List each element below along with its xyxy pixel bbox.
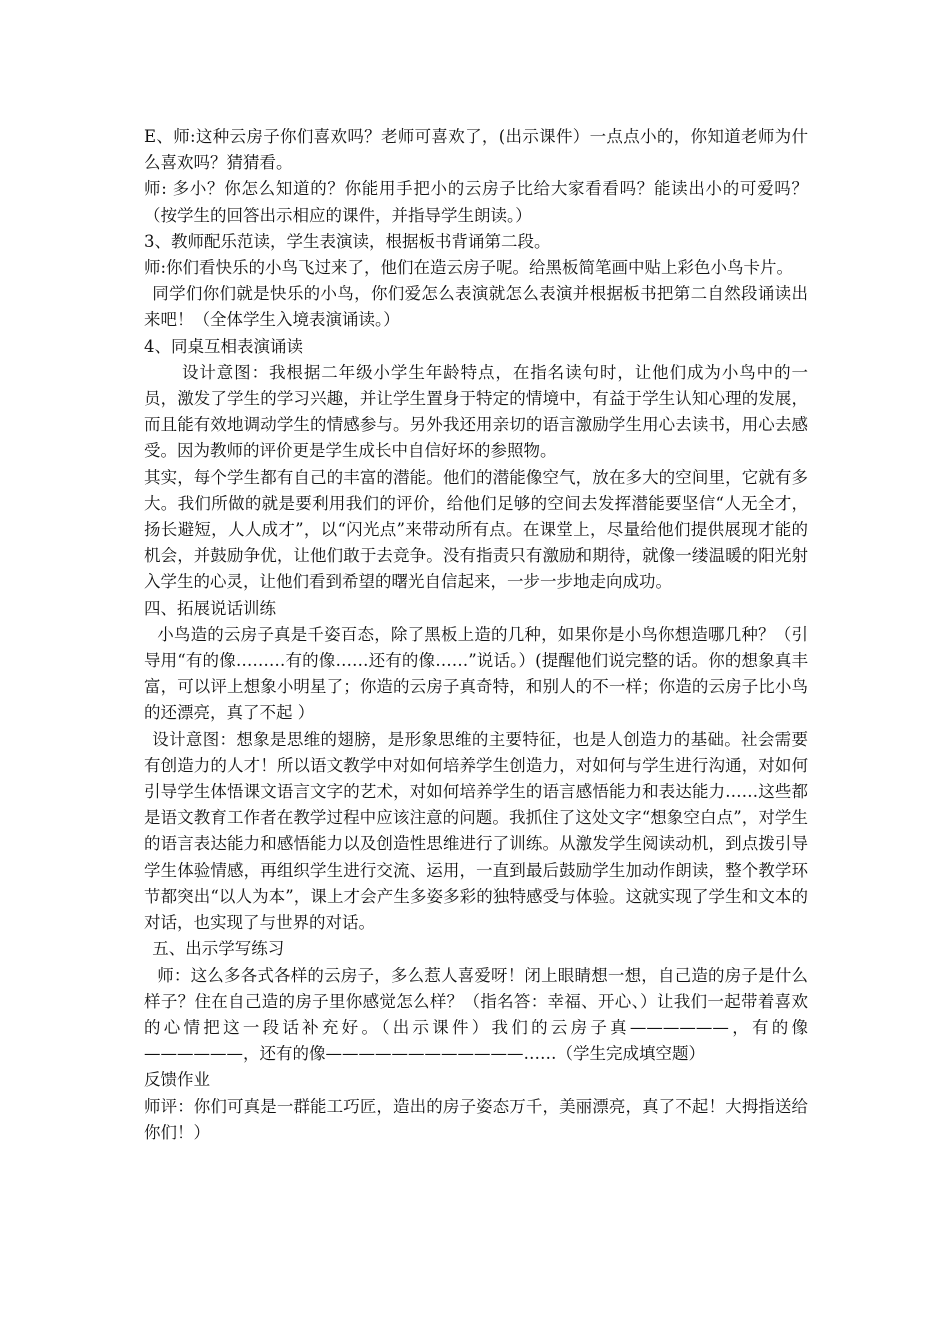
paragraph-design-intent-2: 设计意图：想象是思维的翅膀，是形象思维的主要特征，也是人创造力的基础。社会需要有创造力的人才！所以语文教学中对如何培养学生创造力，对如何与学生进行沟通，对如何引导学生体悟课文语言文字的艺术，对如何培养学生的语言感悟能力和表达能力……这些都是语文教育工作者在教学过程中应该注意的问题。我抓住了这处文字“想象空白点”，对学生的语言表达能力和感悟能力以及创造性思维进行了训练。从激发学生阅读动机，到点拨引导学生体验情感，再组织学生进行交流、运用，一直到最后鼓励学生加动作朗读，整个教学环节都突出“以人为本”，课上才会产生多姿多彩的独特感受与体验。这就实现了学生和文本的对话，也实现了与世界的对话。 [144,729,808,933]
paragraph-teacher-birds: 师:你们看快乐的小鸟飞过来了，他们在造云房子呢。给黑板简笔画中贴上彩色小鸟卡片。 [144,258,794,278]
paragraph-design-intent-1: 设计意图：我根据二年级小学生年龄特点，在指名读句时，让他们成为小鸟中的一员，激发了学生的学习兴趣，并让学生置身于特定的情境中，有益于学生认知心理的发展，而且能有效地调动学生的情感参与。另外我还用亲切的语言激励学生用心去读书，用心去感受。因为教师的评价更是学生成长中自信好坏的参照物。 [144,362,808,461]
paragraph-teacher-comment: 师评：你们可真是一群能工巧匠，造出的房子姿态万千，美丽漂亮，真了不起！大拇指送给你们！） [144,1096,808,1142]
document-body [144,124,808,1146]
section-heading-4: 四、拓展说话训练 [144,598,276,618]
paragraph-feedback-heading: 反馈作业 [144,1070,210,1090]
paragraph-students-perform: 同学们你们就是快乐的小鸟，你们爱怎么表演就怎么表演并根据板书把第二自然段诵读出来吧！（全体学生入境表演诵读。） [144,284,808,330]
paragraph-e-teacher-question: E、师:这种云房子你们喜欢吗？老师可喜欢了，(出示课件）一点点小的，你知道老师为什么喜欢吗？猜猜看。 [144,127,808,173]
paragraph-step-4: 4、同桌互相表演诵读 [144,336,303,356]
paragraph-step-3: 3、教师配乐范读，学生表演读，根据板书背诵第二段。 [144,231,551,251]
paragraph-writing-exercise: 师：这么多各式各样的云房子，多么惹人喜爱呀！闭上眼睛想一想，自己造的房子是什么样子？住在自己造的房子里你感觉怎么样？（指名答：幸福、开心、）让我们一起带着喜欢的心情把这一段话补充好。（出示课件）我们的云房子真——————，有的像——————，还有的像————————————……（学生完成填空题） [144,965,808,1064]
paragraph-teacher-how-small: 师: 多小？你怎么知道的？你能用手把小的云房子比给大家看看吗？能读出小的可爱吗？（按学生的回答出示相应的课件，并指导学生朗读。） [144,179,808,225]
paragraph-potential: 其实，每个学生都有自己的丰富的潜能。他们的潜能像空气，放在多大的空间里，它就有多大。我们所做的就是要利用我们的评价，给他们足够的空间去发挥潜能要坚信“人无全才，扬长避短，人人成才”，以“闪光点”来带动所有点。在课堂上，尽量给他们提供展现才能的机会，并鼓励争优，让他们敢于去竞争。没有指责只有激励和期待，就像一缕温暖的阳光射入学生的心灵，让他们看到希望的曙光自信起来，一步一步地走向成功。 [144,467,808,592]
paragraph-cloud-houses: 小鸟造的云房子真是千姿百态，除了黑板上造的几种，如果你是小鸟你想造哪几种？（引导用“有的像………有的像……还有的像……”说话。）(提醒他们说完整的话。你的想象真丰富，可以评上想象小明星了；你造的云房子真奇特，和别人的不一样；你造的云房子比小鸟的还漂亮，真了不起 ） [144,624,808,723]
section-heading-5: 五、出示学写练习 [152,939,285,959]
